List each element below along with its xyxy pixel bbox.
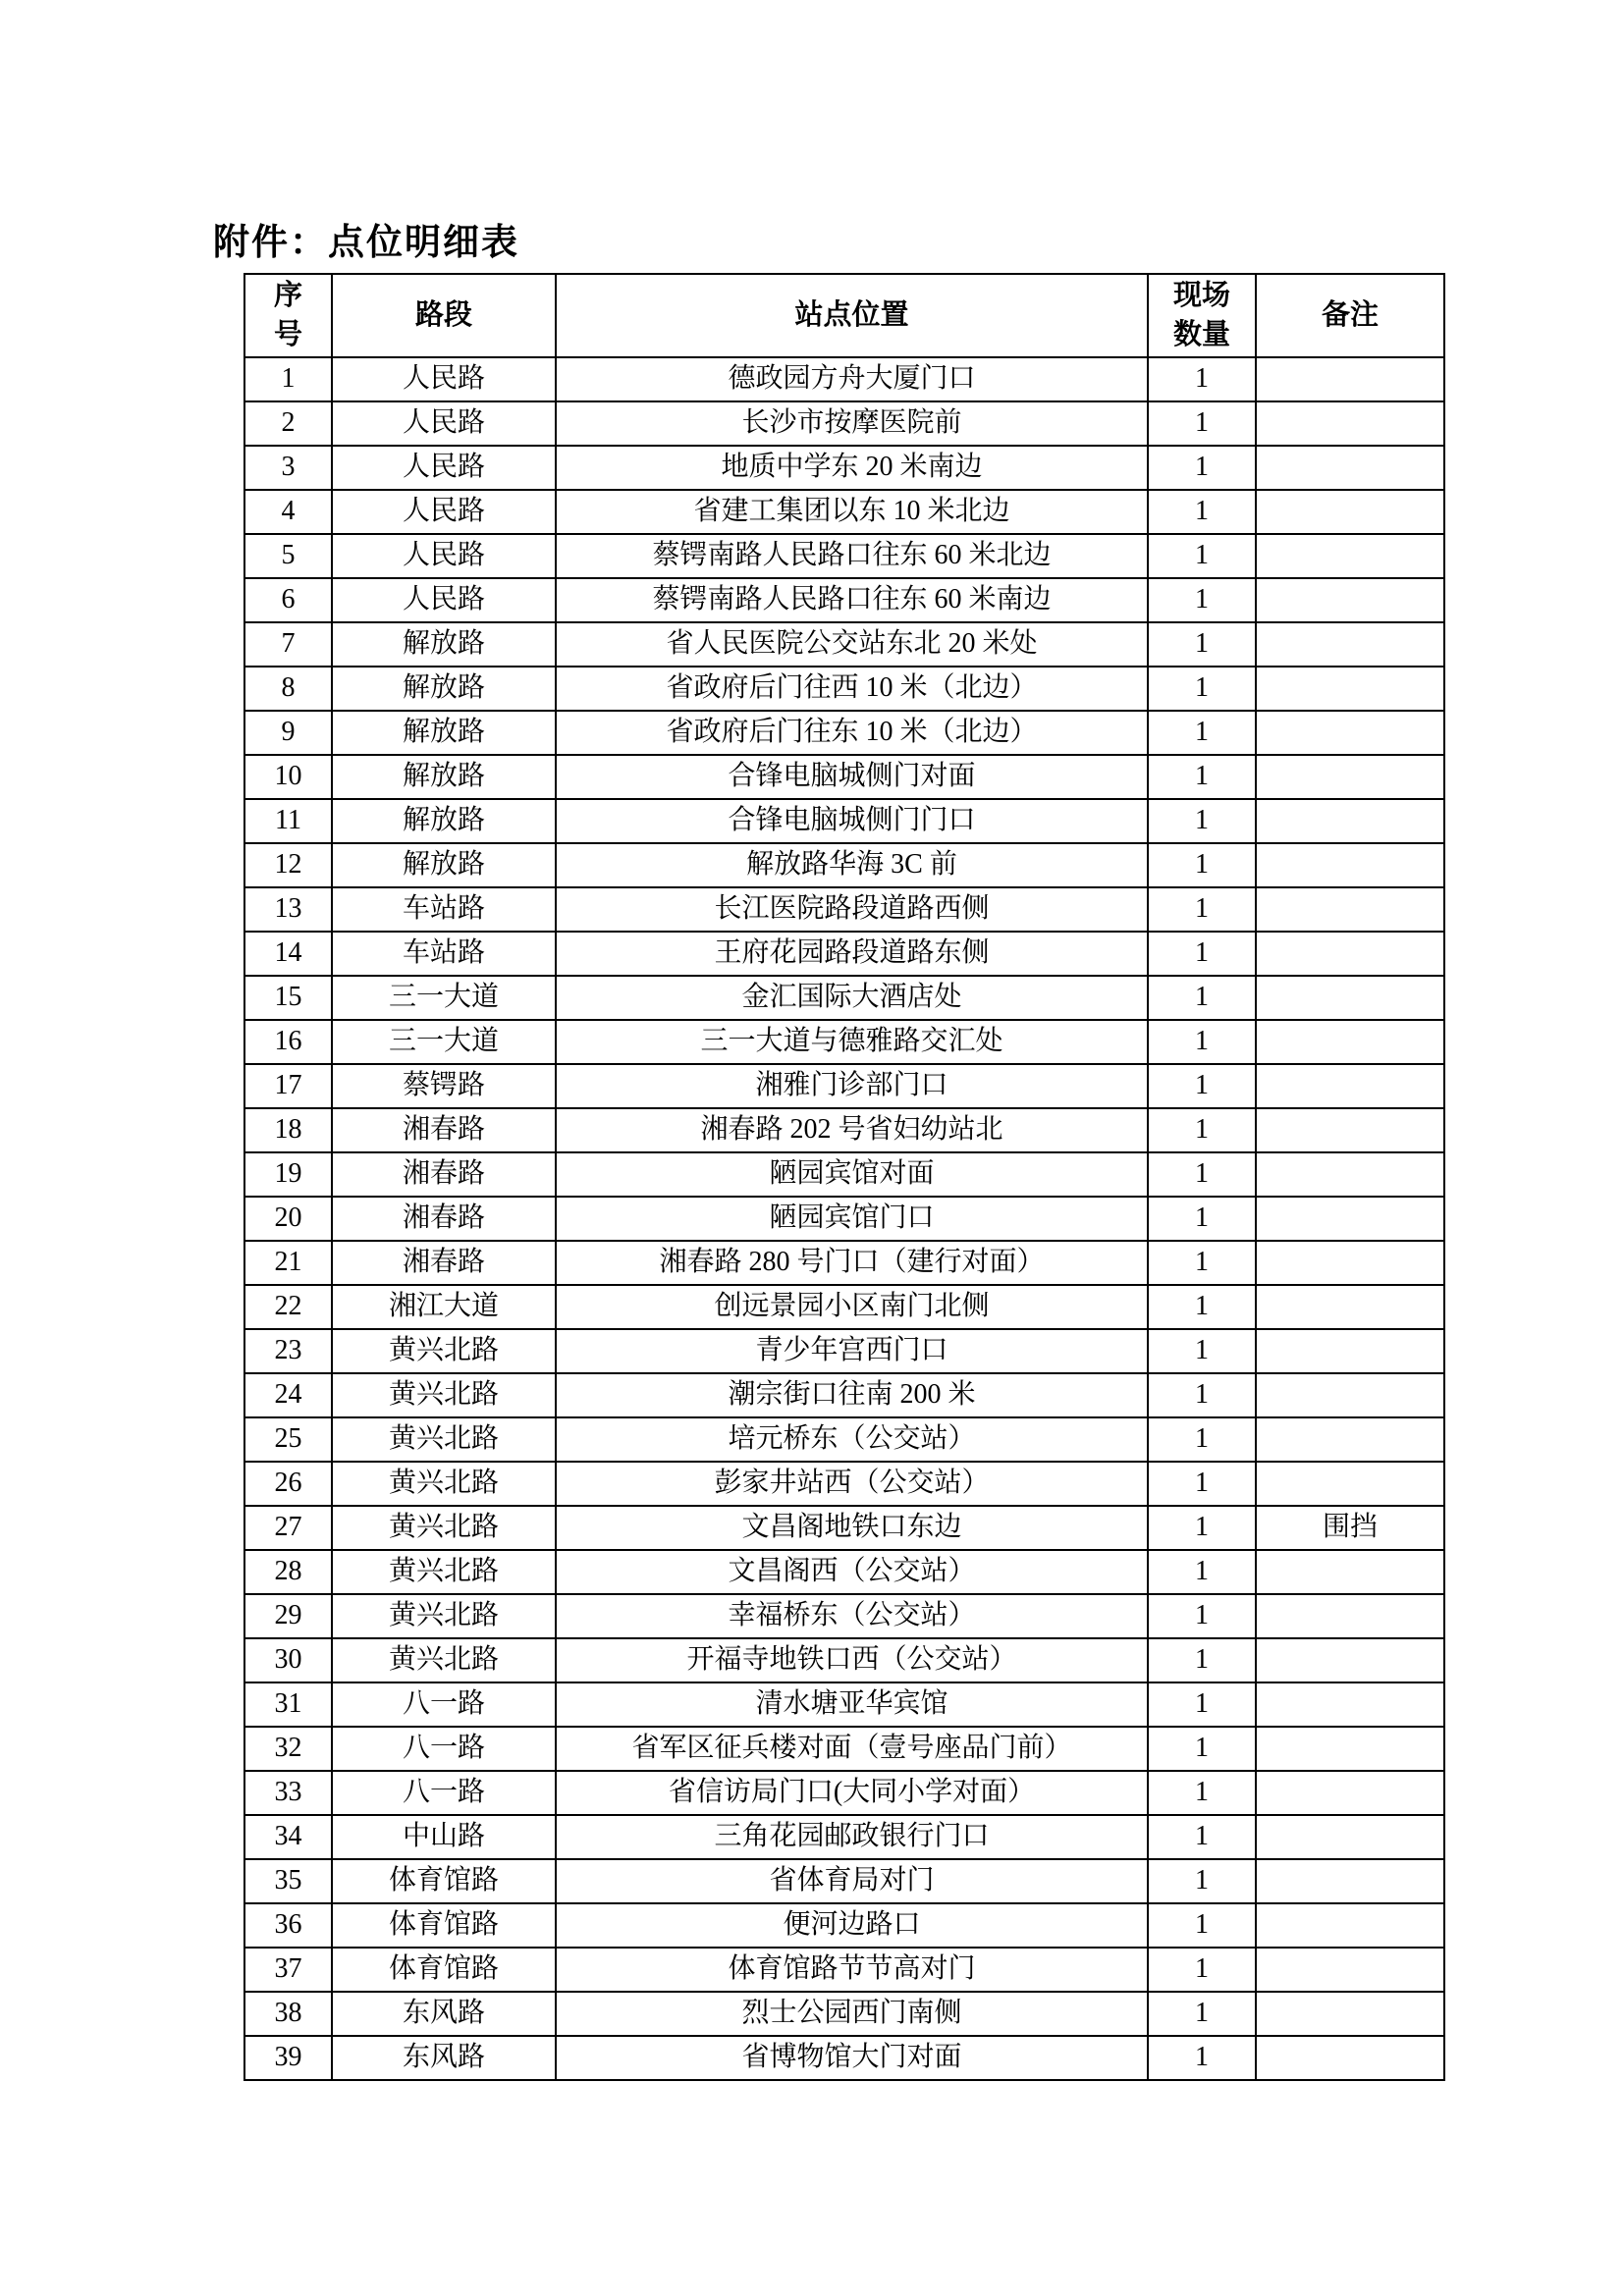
cell-quantity: 1 bbox=[1148, 622, 1256, 667]
cell-remark bbox=[1256, 1771, 1444, 1815]
table-row bbox=[244, 667, 1444, 711]
table-row bbox=[244, 1859, 1444, 1903]
table-row bbox=[244, 1152, 1444, 1197]
cell-road: 解放路 bbox=[332, 667, 556, 711]
cell-quantity: 1 bbox=[1148, 1462, 1256, 1506]
cell-quantity: 1 bbox=[1148, 976, 1256, 1020]
table-row bbox=[244, 1417, 1444, 1462]
cell-road: 车站路 bbox=[332, 887, 556, 932]
cell-remark bbox=[1256, 799, 1444, 843]
cell-road: 体育馆路 bbox=[332, 1948, 556, 1992]
cell-quantity: 1 bbox=[1148, 1771, 1256, 1815]
header-quantity-label: 现场数量 bbox=[1172, 280, 1230, 350]
cell-index: 21 bbox=[244, 1241, 332, 1285]
cell-quantity: 1 bbox=[1148, 1550, 1256, 1594]
table-row bbox=[244, 755, 1444, 799]
cell-index: 34 bbox=[244, 1815, 332, 1859]
cell-road: 黄兴北路 bbox=[332, 1462, 556, 1506]
cell-index: 15 bbox=[244, 976, 332, 1020]
cell-index: 16 bbox=[244, 1020, 332, 1064]
table-header bbox=[244, 274, 1444, 357]
cell-location: 省体育局对门 bbox=[556, 1859, 1148, 1903]
cell-remark bbox=[1256, 1152, 1444, 1197]
cell-index: 31 bbox=[244, 1682, 332, 1727]
table-row bbox=[244, 1638, 1444, 1682]
cell-road: 黄兴北路 bbox=[332, 1638, 556, 1682]
cell-location: 清水塘亚华宾馆 bbox=[556, 1682, 1148, 1727]
cell-location: 体育馆路节节高对门 bbox=[556, 1948, 1148, 1992]
header-location-label: 站点位置 bbox=[794, 298, 909, 331]
cell-quantity: 1 bbox=[1148, 755, 1256, 799]
cell-remark bbox=[1256, 622, 1444, 667]
cell-remark bbox=[1256, 843, 1444, 887]
header-road-label: 路段 bbox=[414, 298, 472, 331]
cell-remark bbox=[1256, 401, 1444, 446]
cell-remark bbox=[1256, 887, 1444, 932]
table-row bbox=[244, 1550, 1444, 1594]
cell-quantity: 1 bbox=[1148, 578, 1256, 622]
points-table bbox=[244, 273, 1445, 2081]
cell-location: 湘春路 202 号省妇幼站北 bbox=[556, 1108, 1148, 1152]
cell-road: 东风路 bbox=[332, 1992, 556, 2036]
header-row bbox=[244, 274, 1444, 357]
table-row bbox=[244, 1197, 1444, 1241]
cell-remark bbox=[1256, 1108, 1444, 1152]
cell-location: 文昌阁地铁口东边 bbox=[556, 1506, 1148, 1550]
cell-index: 11 bbox=[244, 799, 332, 843]
cell-road: 解放路 bbox=[332, 843, 556, 887]
cell-road: 解放路 bbox=[332, 622, 556, 667]
cell-remark bbox=[1256, 578, 1444, 622]
cell-road: 人民路 bbox=[332, 490, 556, 534]
cell-quantity: 1 bbox=[1148, 711, 1256, 755]
cell-remark: 围挡 bbox=[1256, 1506, 1444, 1550]
table-row bbox=[244, 1020, 1444, 1064]
cell-index: 18 bbox=[244, 1108, 332, 1152]
cell-quantity: 1 bbox=[1148, 401, 1256, 446]
cell-index: 9 bbox=[244, 711, 332, 755]
cell-index: 27 bbox=[244, 1506, 332, 1550]
cell-road: 黄兴北路 bbox=[332, 1594, 556, 1638]
cell-remark bbox=[1256, 1064, 1444, 1108]
cell-remark bbox=[1256, 446, 1444, 490]
cell-quantity: 1 bbox=[1148, 1903, 1256, 1948]
cell-location: 王府花园路段道路东侧 bbox=[556, 932, 1148, 976]
cell-remark bbox=[1256, 1020, 1444, 1064]
cell-index: 23 bbox=[244, 1329, 332, 1373]
table-row bbox=[244, 843, 1444, 887]
header-index bbox=[244, 274, 332, 357]
cell-location: 金汇国际大酒店处 bbox=[556, 976, 1148, 1020]
cell-index: 25 bbox=[244, 1417, 332, 1462]
header-location bbox=[556, 274, 1148, 357]
cell-quantity: 1 bbox=[1148, 843, 1256, 887]
table-row bbox=[244, 446, 1444, 490]
table-row bbox=[244, 1594, 1444, 1638]
cell-road: 东风路 bbox=[332, 2036, 556, 2080]
header-road bbox=[332, 274, 556, 357]
cell-remark bbox=[1256, 1727, 1444, 1771]
cell-road: 解放路 bbox=[332, 799, 556, 843]
cell-index: 10 bbox=[244, 755, 332, 799]
cell-location: 省军区征兵楼对面（壹号座品门前） bbox=[556, 1727, 1148, 1771]
table-row bbox=[244, 1771, 1444, 1815]
cell-location: 解放路华海 3C 前 bbox=[556, 843, 1148, 887]
cell-quantity: 1 bbox=[1148, 1506, 1256, 1550]
cell-location: 陋园宾馆门口 bbox=[556, 1197, 1148, 1241]
cell-quantity: 1 bbox=[1148, 1285, 1256, 1329]
cell-road: 湘春路 bbox=[332, 1152, 556, 1197]
cell-location: 蔡锷南路人民路口往东 60 米北边 bbox=[556, 534, 1148, 578]
cell-road: 体育馆路 bbox=[332, 1859, 556, 1903]
table-row bbox=[244, 1948, 1444, 1992]
cell-location: 烈士公园西门南侧 bbox=[556, 1992, 1148, 2036]
cell-index: 19 bbox=[244, 1152, 332, 1197]
cell-road: 三一大道 bbox=[332, 1020, 556, 1064]
cell-location: 三角花园邮政银行门口 bbox=[556, 1815, 1148, 1859]
cell-location: 省建工集团以东 10 米北边 bbox=[556, 490, 1148, 534]
cell-quantity: 1 bbox=[1148, 1417, 1256, 1462]
table-row bbox=[244, 2036, 1444, 2080]
table-row bbox=[244, 1373, 1444, 1417]
cell-remark bbox=[1256, 1903, 1444, 1948]
cell-road: 三一大道 bbox=[332, 976, 556, 1020]
cell-road: 人民路 bbox=[332, 446, 556, 490]
cell-road: 黄兴北路 bbox=[332, 1373, 556, 1417]
table-row bbox=[244, 1241, 1444, 1285]
header-quantity bbox=[1148, 274, 1256, 357]
cell-location: 幸福桥东（公交站） bbox=[556, 1594, 1148, 1638]
cell-remark bbox=[1256, 1285, 1444, 1329]
cell-index: 3 bbox=[244, 446, 332, 490]
cell-location: 潮宗街口往南 200 米 bbox=[556, 1373, 1148, 1417]
table-row bbox=[244, 1064, 1444, 1108]
cell-remark bbox=[1256, 357, 1444, 401]
cell-quantity: 1 bbox=[1148, 1992, 1256, 2036]
cell-road: 黄兴北路 bbox=[332, 1417, 556, 1462]
cell-remark bbox=[1256, 711, 1444, 755]
cell-quantity: 1 bbox=[1148, 1373, 1256, 1417]
cell-quantity: 1 bbox=[1148, 2036, 1256, 2080]
table-row bbox=[244, 1108, 1444, 1152]
cell-road: 车站路 bbox=[332, 932, 556, 976]
table-row bbox=[244, 1727, 1444, 1771]
cell-index: 7 bbox=[244, 622, 332, 667]
cell-location: 陋园宾馆对面 bbox=[556, 1152, 1148, 1197]
cell-road: 八一路 bbox=[332, 1682, 556, 1727]
cell-location: 文昌阁西（公交站） bbox=[556, 1550, 1148, 1594]
cell-remark bbox=[1256, 534, 1444, 578]
header-index-label: 序号 bbox=[273, 280, 302, 350]
cell-index: 17 bbox=[244, 1064, 332, 1108]
cell-location: 德政园方舟大厦门口 bbox=[556, 357, 1148, 401]
cell-remark bbox=[1256, 2036, 1444, 2080]
cell-index: 32 bbox=[244, 1727, 332, 1771]
cell-quantity: 1 bbox=[1148, 1152, 1256, 1197]
cell-location: 青少年宫西门口 bbox=[556, 1329, 1148, 1373]
cell-remark bbox=[1256, 1373, 1444, 1417]
table-row bbox=[244, 976, 1444, 1020]
table-row bbox=[244, 711, 1444, 755]
cell-location: 湘雅门诊部门口 bbox=[556, 1064, 1148, 1108]
cell-quantity: 1 bbox=[1148, 932, 1256, 976]
cell-index: 5 bbox=[244, 534, 332, 578]
cell-road: 黄兴北路 bbox=[332, 1506, 556, 1550]
cell-location: 蔡锷南路人民路口往东 60 米南边 bbox=[556, 578, 1148, 622]
header-remark-label: 备注 bbox=[1321, 298, 1379, 331]
table-row bbox=[244, 1903, 1444, 1948]
cell-index: 36 bbox=[244, 1903, 332, 1948]
table-row bbox=[244, 622, 1444, 667]
cell-quantity: 1 bbox=[1148, 1859, 1256, 1903]
page-title: 附件：点位明细表 bbox=[213, 223, 519, 263]
table-row bbox=[244, 534, 1444, 578]
cell-index: 39 bbox=[244, 2036, 332, 2080]
cell-remark bbox=[1256, 1417, 1444, 1462]
cell-index: 12 bbox=[244, 843, 332, 887]
cell-road: 湘春路 bbox=[332, 1197, 556, 1241]
cell-remark bbox=[1256, 1550, 1444, 1594]
table-row bbox=[244, 1682, 1444, 1727]
cell-location: 彭家井站西（公交站） bbox=[556, 1462, 1148, 1506]
cell-index: 38 bbox=[244, 1992, 332, 2036]
cell-remark bbox=[1256, 1197, 1444, 1241]
cell-remark bbox=[1256, 667, 1444, 711]
cell-location: 合锋电脑城侧门对面 bbox=[556, 755, 1148, 799]
cell-quantity: 1 bbox=[1148, 1064, 1256, 1108]
cell-location: 开福寺地铁口西（公交站） bbox=[556, 1638, 1148, 1682]
table-body bbox=[244, 357, 1444, 2080]
cell-quantity: 1 bbox=[1148, 1108, 1256, 1152]
cell-road: 湘江大道 bbox=[332, 1285, 556, 1329]
cell-quantity: 1 bbox=[1148, 1948, 1256, 1992]
cell-remark bbox=[1256, 1948, 1444, 1992]
table-row bbox=[244, 1329, 1444, 1373]
cell-remark bbox=[1256, 1594, 1444, 1638]
cell-location: 长江医院路段道路西侧 bbox=[556, 887, 1148, 932]
cell-quantity: 1 bbox=[1148, 1020, 1256, 1064]
cell-remark bbox=[1256, 1815, 1444, 1859]
cell-road: 黄兴北路 bbox=[332, 1329, 556, 1373]
cell-location: 省政府后门往西 10 米（北边） bbox=[556, 667, 1148, 711]
cell-quantity: 1 bbox=[1148, 1815, 1256, 1859]
cell-index: 4 bbox=[244, 490, 332, 534]
table-row bbox=[244, 1992, 1444, 2036]
cell-location: 便河边路口 bbox=[556, 1903, 1148, 1948]
cell-location: 地质中学东 20 米南边 bbox=[556, 446, 1148, 490]
cell-index: 8 bbox=[244, 667, 332, 711]
cell-location: 培元桥东（公交站） bbox=[556, 1417, 1148, 1462]
cell-quantity: 1 bbox=[1148, 1682, 1256, 1727]
cell-quantity: 1 bbox=[1148, 1329, 1256, 1373]
cell-road: 湘春路 bbox=[332, 1108, 556, 1152]
cell-road: 蔡锷路 bbox=[332, 1064, 556, 1108]
cell-road: 体育馆路 bbox=[332, 1903, 556, 1948]
cell-quantity: 1 bbox=[1148, 667, 1256, 711]
cell-index: 20 bbox=[244, 1197, 332, 1241]
cell-location: 省政府后门往东 10 米（北边） bbox=[556, 711, 1148, 755]
cell-remark bbox=[1256, 932, 1444, 976]
cell-remark bbox=[1256, 1992, 1444, 2036]
cell-road: 中山路 bbox=[332, 1815, 556, 1859]
cell-index: 24 bbox=[244, 1373, 332, 1417]
table-row bbox=[244, 1815, 1444, 1859]
cell-location: 创远景园小区南门北侧 bbox=[556, 1285, 1148, 1329]
cell-remark bbox=[1256, 1241, 1444, 1285]
cell-remark bbox=[1256, 1638, 1444, 1682]
cell-quantity: 1 bbox=[1148, 799, 1256, 843]
cell-road: 解放路 bbox=[332, 711, 556, 755]
cell-road: 人民路 bbox=[332, 578, 556, 622]
cell-location: 省博物馆大门对面 bbox=[556, 2036, 1148, 2080]
cell-remark bbox=[1256, 1859, 1444, 1903]
cell-remark bbox=[1256, 1329, 1444, 1373]
cell-quantity: 1 bbox=[1148, 1727, 1256, 1771]
cell-index: 37 bbox=[244, 1948, 332, 1992]
cell-quantity: 1 bbox=[1148, 446, 1256, 490]
cell-road: 人民路 bbox=[332, 357, 556, 401]
cell-location: 省人民医院公交站东北 20 米处 bbox=[556, 622, 1148, 667]
cell-quantity: 1 bbox=[1148, 534, 1256, 578]
cell-road: 解放路 bbox=[332, 755, 556, 799]
cell-location: 合锋电脑城侧门门口 bbox=[556, 799, 1148, 843]
table-row bbox=[244, 799, 1444, 843]
cell-location: 湘春路 280 号门口（建行对面） bbox=[556, 1241, 1148, 1285]
table-row bbox=[244, 1462, 1444, 1506]
cell-quantity: 1 bbox=[1148, 887, 1256, 932]
table-row bbox=[244, 1285, 1444, 1329]
cell-index: 33 bbox=[244, 1771, 332, 1815]
cell-road: 八一路 bbox=[332, 1771, 556, 1815]
cell-quantity: 1 bbox=[1148, 1197, 1256, 1241]
table-row bbox=[244, 490, 1444, 534]
cell-road: 人民路 bbox=[332, 534, 556, 578]
cell-road: 湘春路 bbox=[332, 1241, 556, 1285]
table-row bbox=[244, 887, 1444, 932]
cell-remark bbox=[1256, 1462, 1444, 1506]
cell-location: 三一大道与德雅路交汇处 bbox=[556, 1020, 1148, 1064]
cell-index: 14 bbox=[244, 932, 332, 976]
cell-road: 八一路 bbox=[332, 1727, 556, 1771]
cell-index: 2 bbox=[244, 401, 332, 446]
cell-index: 22 bbox=[244, 1285, 332, 1329]
cell-index: 30 bbox=[244, 1638, 332, 1682]
table-row bbox=[244, 357, 1444, 401]
cell-quantity: 1 bbox=[1148, 1241, 1256, 1285]
cell-index: 6 bbox=[244, 578, 332, 622]
cell-location: 省信访局门口(大同小学对面） bbox=[556, 1771, 1148, 1815]
cell-index: 13 bbox=[244, 887, 332, 932]
cell-index: 35 bbox=[244, 1859, 332, 1903]
cell-remark bbox=[1256, 490, 1444, 534]
cell-remark bbox=[1256, 755, 1444, 799]
cell-remark bbox=[1256, 1682, 1444, 1727]
table-row bbox=[244, 578, 1444, 622]
cell-remark bbox=[1256, 976, 1444, 1020]
cell-index: 28 bbox=[244, 1550, 332, 1594]
cell-location: 长沙市按摩医院前 bbox=[556, 401, 1148, 446]
cell-quantity: 1 bbox=[1148, 490, 1256, 534]
header-remark bbox=[1256, 274, 1444, 357]
cell-index: 26 bbox=[244, 1462, 332, 1506]
table-row bbox=[244, 401, 1444, 446]
cell-index: 29 bbox=[244, 1594, 332, 1638]
cell-quantity: 1 bbox=[1148, 1638, 1256, 1682]
table-row bbox=[244, 932, 1444, 976]
cell-quantity: 1 bbox=[1148, 357, 1256, 401]
cell-road: 人民路 bbox=[332, 401, 556, 446]
cell-road: 黄兴北路 bbox=[332, 1550, 556, 1594]
cell-index: 1 bbox=[244, 357, 332, 401]
cell-quantity: 1 bbox=[1148, 1594, 1256, 1638]
table-row bbox=[244, 1506, 1444, 1550]
